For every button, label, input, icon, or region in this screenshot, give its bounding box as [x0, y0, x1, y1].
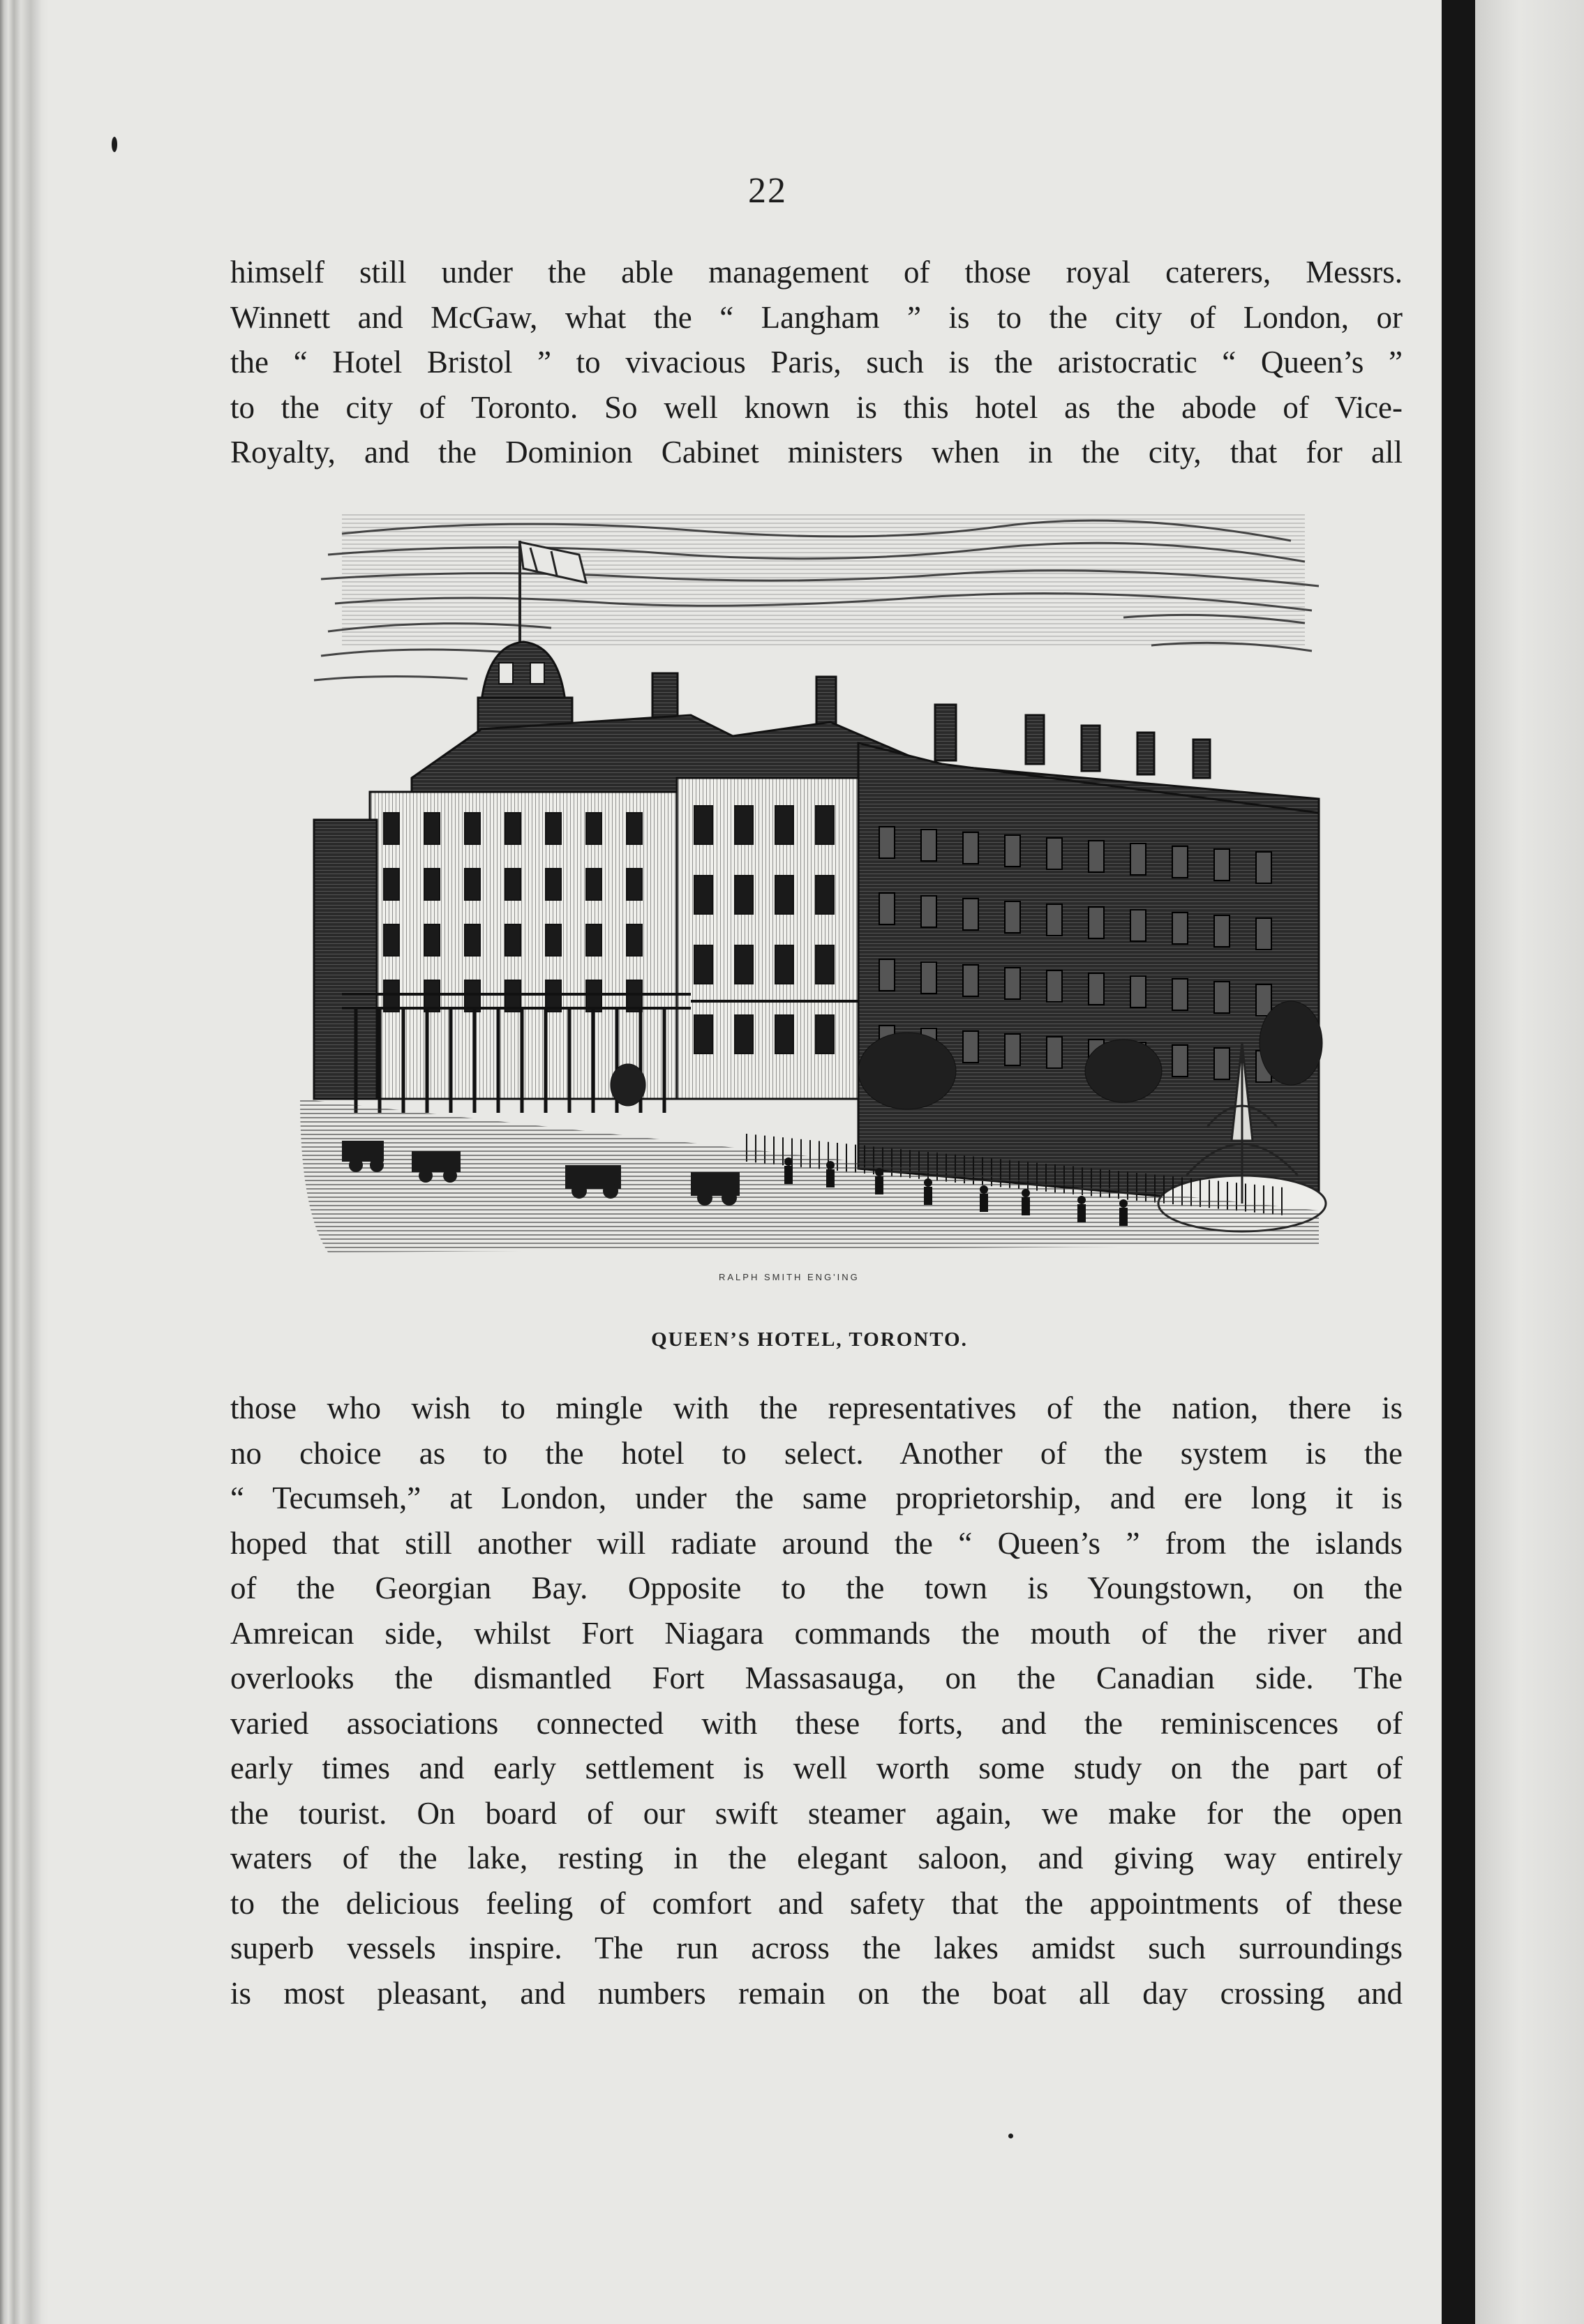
- window: [1214, 1048, 1230, 1079]
- pedestrian: [875, 1168, 883, 1194]
- window: [1214, 849, 1230, 880]
- window: [586, 869, 602, 900]
- window: [694, 945, 712, 984]
- window: [921, 962, 936, 994]
- paragraph-top: [230, 250, 1403, 475]
- text-line: himself still under the able management of those royal caterers, Messrs.: [230, 255, 1403, 290]
- window: [1256, 852, 1271, 883]
- window: [1005, 901, 1020, 933]
- window: [465, 813, 480, 844]
- window: [963, 965, 978, 996]
- window: [735, 876, 753, 914]
- pedestrian: [784, 1157, 793, 1184]
- window: [627, 924, 642, 956]
- text-line: Amreican side, whilst Fort Niagara commands the mouth of the river and: [230, 1615, 1403, 1651]
- page-stack-edge: [0, 0, 49, 2324]
- window: [424, 924, 440, 956]
- window: [694, 876, 712, 914]
- text-line: Royalty, and the Dominion Cabinet ministers when in the city, that for all: [230, 435, 1403, 470]
- window: [1089, 907, 1104, 938]
- window: [694, 806, 712, 844]
- text-line: hoped that still another will radiate around the “ Queen’s ” from the islands: [230, 1525, 1403, 1561]
- window: [1172, 913, 1188, 944]
- text-line: no choice as to the hotel to select. Another of the system is the: [230, 1435, 1403, 1471]
- text-line: overlooks the dismantled Fort Massasauga, on the Canadian side. The: [230, 1660, 1403, 1695]
- window: [505, 924, 521, 956]
- window: [816, 1015, 834, 1054]
- text-line: to the city of Toronto. So well known is this hotel as the abode of Vice-: [230, 389, 1403, 425]
- window: [1172, 979, 1188, 1010]
- window: [505, 813, 521, 844]
- window: [1130, 976, 1146, 1007]
- pedestrian: [924, 1178, 932, 1205]
- text-line: superb vessels inspire. The run across the lakes amidst such surroundings: [230, 1931, 1403, 1965]
- hotel-engraving: [300, 513, 1347, 1287]
- text-line: “ Tecumseh,” at London, under the same proprietorship, and ere long it is: [230, 1480, 1403, 1515]
- window: [775, 1015, 793, 1054]
- window: [1047, 838, 1062, 869]
- engraver-credit: RALPH SMITH ENG'ING: [719, 1272, 860, 1282]
- window: [1089, 841, 1104, 872]
- window: [921, 830, 936, 861]
- window: [586, 924, 602, 956]
- window: [1047, 970, 1062, 1002]
- window: [424, 869, 440, 900]
- page-number: 22: [748, 171, 787, 211]
- pedestrian: [1022, 1189, 1030, 1215]
- ink-speck: [112, 137, 117, 152]
- window: [1256, 984, 1271, 1016]
- window: [1172, 846, 1188, 878]
- text-line: Winnett and McGaw, what the “ Langham ” is to the city of London, or: [230, 299, 1403, 335]
- window: [775, 945, 793, 984]
- window: [465, 869, 480, 900]
- text-line: those who wish to mingle with the representatives of the nation, there is: [230, 1390, 1403, 1425]
- window: [921, 896, 936, 927]
- window: [1130, 844, 1146, 875]
- text-line: of the Georgian Bay. Opposite to the town is Youngstown, on the: [230, 1570, 1403, 1605]
- window: [1256, 918, 1271, 950]
- window: [627, 869, 642, 900]
- window: [879, 959, 895, 991]
- window: [1047, 904, 1062, 936]
- window: [465, 924, 480, 956]
- window: [816, 806, 834, 844]
- window: [505, 869, 521, 900]
- window: [816, 945, 834, 984]
- window: [963, 832, 978, 864]
- pedestrian: [1119, 1199, 1128, 1226]
- window: [586, 813, 602, 844]
- ink-speck: [1008, 2134, 1013, 2138]
- window: [735, 1015, 753, 1054]
- pedestrian: [980, 1185, 988, 1212]
- window: [816, 876, 834, 914]
- text-line: early times and early settlement is well worth some study on the part of: [230, 1751, 1403, 1785]
- window: [1172, 1045, 1188, 1077]
- text-line: varied associations connected with these forts, and the reminiscences of: [230, 1705, 1403, 1741]
- window: [735, 806, 753, 844]
- window: [879, 893, 895, 924]
- window: [1130, 910, 1146, 941]
- window: [384, 813, 399, 844]
- window: [384, 924, 399, 956]
- window: [627, 813, 642, 844]
- paragraph-bottom: [230, 1386, 1403, 2016]
- window: [1005, 968, 1020, 999]
- window: [1214, 915, 1230, 947]
- book-spine-shadow: [1442, 0, 1475, 2324]
- figure-caption: QUEEN’S HOTEL, TORONTO.: [651, 1328, 968, 1351]
- window: [546, 813, 561, 844]
- window: [963, 1031, 978, 1063]
- window: [694, 1015, 712, 1054]
- window: [775, 806, 793, 844]
- window: [384, 869, 399, 900]
- window: [775, 876, 793, 914]
- window: [546, 924, 561, 956]
- window: [963, 899, 978, 930]
- pedestrian: [826, 1161, 835, 1187]
- text-line: waters of the lake, resting in the elegant saloon, and giving way entirely: [230, 1841, 1403, 1875]
- scan-margin: [1475, 0, 1584, 2324]
- window: [879, 827, 895, 858]
- window: [1089, 973, 1104, 1005]
- text-line: the tourist. On board of our swift steamer again, we make for the open: [230, 1795, 1403, 1831]
- pedestrian: [1077, 1196, 1086, 1222]
- window: [546, 869, 561, 900]
- text-line: to the delicious feeling of comfort and safety that the appointments of these: [230, 1885, 1403, 1921]
- window: [1047, 1037, 1062, 1068]
- window: [1214, 982, 1230, 1013]
- window: [424, 813, 440, 844]
- text-line: the “ Hotel Bristol ” to vivacious Paris, such is the aristocratic “ Queen’s ”: [230, 345, 1403, 380]
- window: [1005, 835, 1020, 867]
- window: [735, 945, 753, 984]
- window: [1005, 1034, 1020, 1065]
- text-line: is most pleasant, and numbers remain on the boat all day crossing and: [230, 1975, 1403, 2011]
